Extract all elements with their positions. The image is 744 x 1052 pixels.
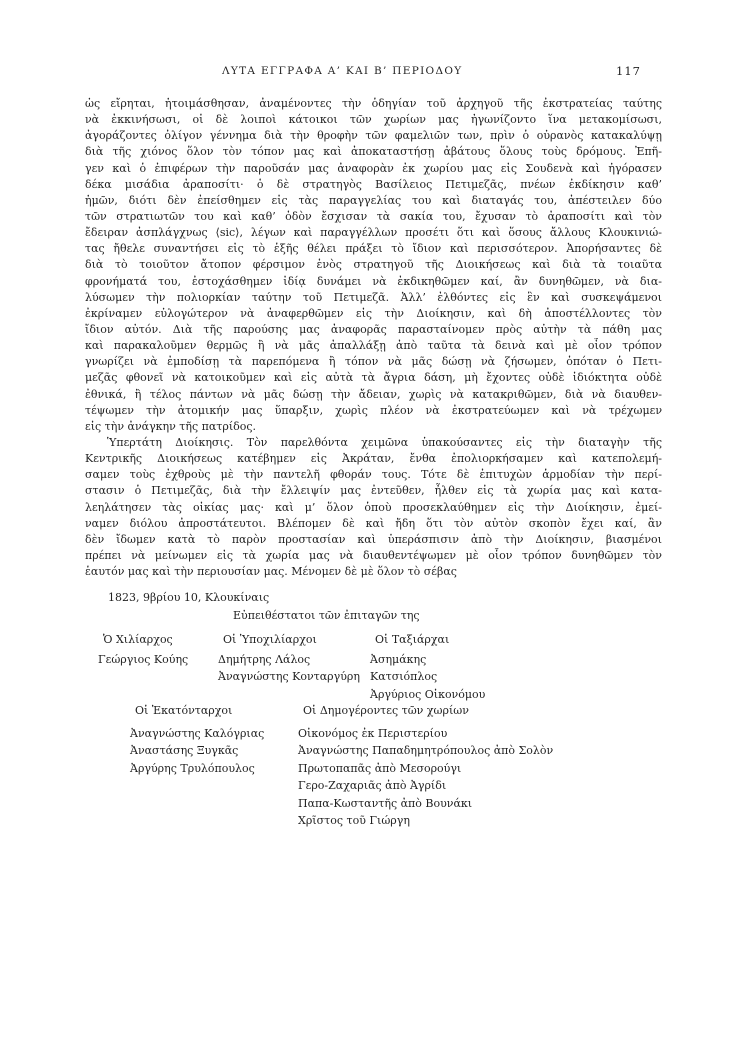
signature-name: Κατσιόπλος — [370, 670, 438, 683]
text-line: ἐκρίναμεν εὐλογώτερον νὰ ἀναφερθῶμεν εἰς τὴν Διοίκησιν, καὶ δὴ ἀποστέλλοντες τὸν — [85, 306, 662, 320]
text-line: πρέπει νὰ μείνωμεν εἰς τὰ χωρία μας νὰ διαυθεντέψωμεν μὲ οἷον τρόπον δυνηθῶμεν τὸν — [85, 548, 662, 562]
page-number: 117 — [616, 64, 641, 78]
signature-name: Ἀναγνώστης Κονταργύρη — [218, 670, 360, 683]
signature-group-heading: Οἱ Δημογέροντες τῶν χωρίων — [303, 704, 469, 717]
signature-name: Παπα-Κωσταντῆς ἀπὸ Βουνάκι — [298, 796, 473, 810]
text-line: διὰ τῆς χιόνος ὅλον τὸν τόπον μας καὶ ἀποκαταστήσῃ ἀβάτους ὅλους τοὺς δρόμους. Ἐπῆ- — [85, 145, 662, 159]
signature-name: Πρωτοπαπᾶς ἀπὸ Μεσορούγι — [298, 761, 462, 775]
signature-name: Δημήτρης Λάλος — [218, 652, 311, 666]
signature-name: Ἀσημάκης — [370, 652, 427, 666]
signature-group-heading: Οἱ Ἑκατόνταρχοι — [135, 704, 233, 717]
signature-name: Ἀργύριος Οἰκονόμου — [370, 687, 486, 701]
signature-column — [218, 631, 370, 703]
text-line: διὰ τὸ τοιοῦτον ἄτοπον φέρσιμον ἑνὸς στρατηγοῦ τῆς Διοικήσεως καὶ διὰ τὰ τοιαῦτα — [85, 258, 662, 272]
signature-name: Χρῖστος τοῦ Γιώργη — [298, 814, 410, 827]
text-line: ναμεν διόλου ἀπροστάτευτοι. Βλέπομεν δὲ καὶ ἤδη ὅτι τὸν αὐτὸν σκοπὸν ἔχει καί, ἂν — [85, 516, 662, 530]
text-line: τας ἤθελε συναντήσει εἰς τὸ ἑξῆς θέλει πράξει τὸ ἴδιον καὶ περισσότερον. Ἀπορήσαντες δὲ — [85, 242, 662, 256]
salutation: Εὐπειθέστατοι τῶν ἐπιταγῶν της — [233, 609, 420, 622]
text-line: καὶ παρακαλοῦμεν θερμῶς ἢ νὰ μᾶς ἀπαλλάξῃ ἀπὸ ταῦτα τὰ δεινὰ καὶ μὲ οἷον τρόπον — [85, 339, 662, 353]
dateline: 1823, 9βρίου 10, Κλουκίναις — [108, 591, 270, 604]
signature-block-primary — [98, 631, 658, 703]
signature-name: Ἀναγνώστης Παπαδημητρόπουλος ἀπὸ Σολὸν — [298, 744, 554, 757]
text-line: τῶν στρατιωτῶν του καὶ καθ’ ὁδὸν ἔσχισαν τὰ σακία του, ἔχυσαν τὸ ἀραποσίτι καὶ τὸν — [85, 209, 662, 223]
signature-column — [298, 702, 660, 830]
signature-group-heading: Ὁ Χιλίαρχος — [103, 633, 173, 646]
text-line: δὲν ἴδωμεν κατὰ τὸ παρὸν προστασίαν καὶ ὑπεράσπισιν ἀπὸ τὴν Διοίκησιν, βιασμένοι — [85, 532, 662, 546]
signature-name: Γερο-Ζαχαριᾶς ἀπὸ Ἀγρίδι — [298, 779, 447, 792]
signature-column — [98, 631, 218, 703]
signature-name: Ἀναγνώστης Καλόγριας — [130, 726, 265, 740]
text-line: εἰς τὴν ἀνάγκην τῆς πατρίδος. — [85, 419, 257, 433]
signature-block-secondary — [130, 702, 660, 830]
text-line: Ὑπερτάτη Διοίκησις. Τὸν παρελθόντα χειμῶνα ὑπακούσαντες εἰς τὴν διαταγὴν τῆς — [107, 435, 662, 449]
document-body — [85, 96, 662, 580]
text-line: Κεντρικῆς Διοικήσεως κατέβημεν εἰς Ἀκράταν, ἔνθα ἐπολιορκήσαμεν καὶ κατεπολεμή- — [85, 452, 662, 466]
signature-name: Οἰκονόμος ἐκ Περιστερίου — [298, 726, 448, 740]
text-line: ἐθνικά, ἢ τέλος πάντων νὰ μᾶς δώσῃ τὴν ἄδειαν, χωρὶς νὰ κατακριθῶμεν, διὰ νὰ διαυθεν- — [85, 387, 662, 401]
text-line: δέκα μισάδια ἀραποσίτι· ὁ δὲ στρατηγὸς Βασίλειος Πετιμεζᾶς, πνέων ἐκδίκησιν καθ’ — [85, 177, 662, 191]
signature-column — [370, 631, 658, 703]
text-line: ἔδειραν ἀσπλάγχνως ⟨sic⟩, λέγων καὶ παραγγέλλων προσέτι ὅτι καὶ ὅσους ἄλλους Κλουκινιώ- — [85, 226, 662, 240]
text-line: ἑαυτόν μας καὶ τὴν περιουσίαν μας. Μένομεν δὲ μὲ ὅλον τὸ σέβας — [85, 565, 457, 579]
text-line: φρονήματά του, ἐστοχάσθημεν ἰδίᾳ δυνάμει νὰ ἐκδικηθῶμεν καί, ἂν δυνηθῶμεν, νὰ δια- — [85, 274, 662, 288]
signature-name: Γεώργιος Κούης — [98, 652, 189, 666]
text-line: ἡμῶν, διότι δὲν ἐπείσθημεν εἰς τὰς παραγγελίας του καὶ διαταγάς του, ἀπέστειλεν δύο — [85, 193, 662, 207]
running-title: ΛΥΤΑ ΕΓΓΡΑΦΑ Α’ ΚΑΙ Β’ ΠΕΡΙΟΔΟΥ — [222, 65, 463, 77]
signature-column — [130, 702, 298, 830]
text-line: ἀγοράζοντες ὀλίγον γέννημα διὰ τὴν θροφὴν τῶν φαμελιῶν των, πρὶν ὁ οὐρανὸς κατακαλύψῃ — [85, 129, 662, 143]
text-line: λύσωμεν τὴν πολιορκίαν ταύτην τοῦ Πετιμεζᾶ. Ἀλλ’ ἐλθόντες εἰς ἓν καὶ συσκεψάμενοι — [85, 290, 662, 304]
signature-group-heading: Οἱ Ταξιάρχαι — [375, 633, 450, 646]
text-line: ἴδιον αὐτόν. Διὰ τῆς παρούσης μας ἀναφορᾶς παρασταίνομεν πρὸς αὐτὴν τὰ πάθη μας — [85, 322, 662, 336]
signature-name: Ἀναστάσης Ξυγκᾶς — [130, 744, 239, 757]
signature-name: Ἀργύρης Τρυλόπουλος — [130, 761, 255, 775]
paragraph-continuation — [85, 96, 662, 435]
text-line: μεζᾶς φθονεῖ νὰ κατοικοῦμεν καὶ εἰς αὐτὰ τὰ ἄγρια δάση, μὴ ἔχοντες οὐδὲ ἰδιόκτητα οὐδὲ — [85, 371, 662, 385]
paragraph-petition — [85, 435, 662, 580]
text-line: στασιν ὁ Πετιμεζᾶς, διὰ τὴν ἔλλειψίν μας ἐντεῦθεν, ἦλθεν εἰς τὰ χωρία μας καὶ κατα- — [85, 484, 662, 498]
text-line: νὰ ἐκκινήσωσι, οἱ δὲ λοιποὶ κάτοικοι τῶν χωρίων μας ἠγωνίζοντο ἵνα μετακομίσωσι, — [85, 113, 662, 127]
signature-group-heading: Οἱ Ὑποχιλίαρχοι — [223, 633, 317, 646]
text-line: ὡς εἴρηται, ἡτοιμάσθησαν, ἀναμένοντες τὴν ὁδηγίαν τοῦ ἀρχηγοῦ τῆς ἐκστρατείας ταύτης — [85, 97, 662, 110]
text-line: γνωρίζει νὰ ἐμποδίσῃ τὰ παρεπόμενα ἢ τόπον νὰ μᾶς δώσῃ νὰ ζήσωμεν, ὁπόταν ὁ Πετι- — [85, 355, 662, 369]
text-line: σαμεν τοὺς ἐχθροὺς μὲ τὴν παντελῆ φθοράν τους. Τότε δὲ ἐπιτυχὼν ἁρμοδίαν τὴν περί- — [85, 468, 662, 482]
text-line: τέψωμεν τὴν ἀτομικήν μας ὕπαρξιν, χωρὶς πλέον νὰ ἐκστρατεύωμεν καὶ νὰ τρέχωμεν — [85, 403, 662, 417]
text-line: γεν καὶ ὁ ἐπιφέρων τὴν παροῦσάν μας ἀναφορὰν ἐκ χωρίου μας εἰς Σουδενὰ καὶ ἠγόρασεν — [85, 161, 662, 175]
text-line: λεηλάτησεν τὰς οἰκίας μας· καὶ μ’ ὅλον ὁποὺ προσεκλαύθημεν εἰς τὴν Διοίκησιν, ἐμεί- — [85, 500, 662, 514]
